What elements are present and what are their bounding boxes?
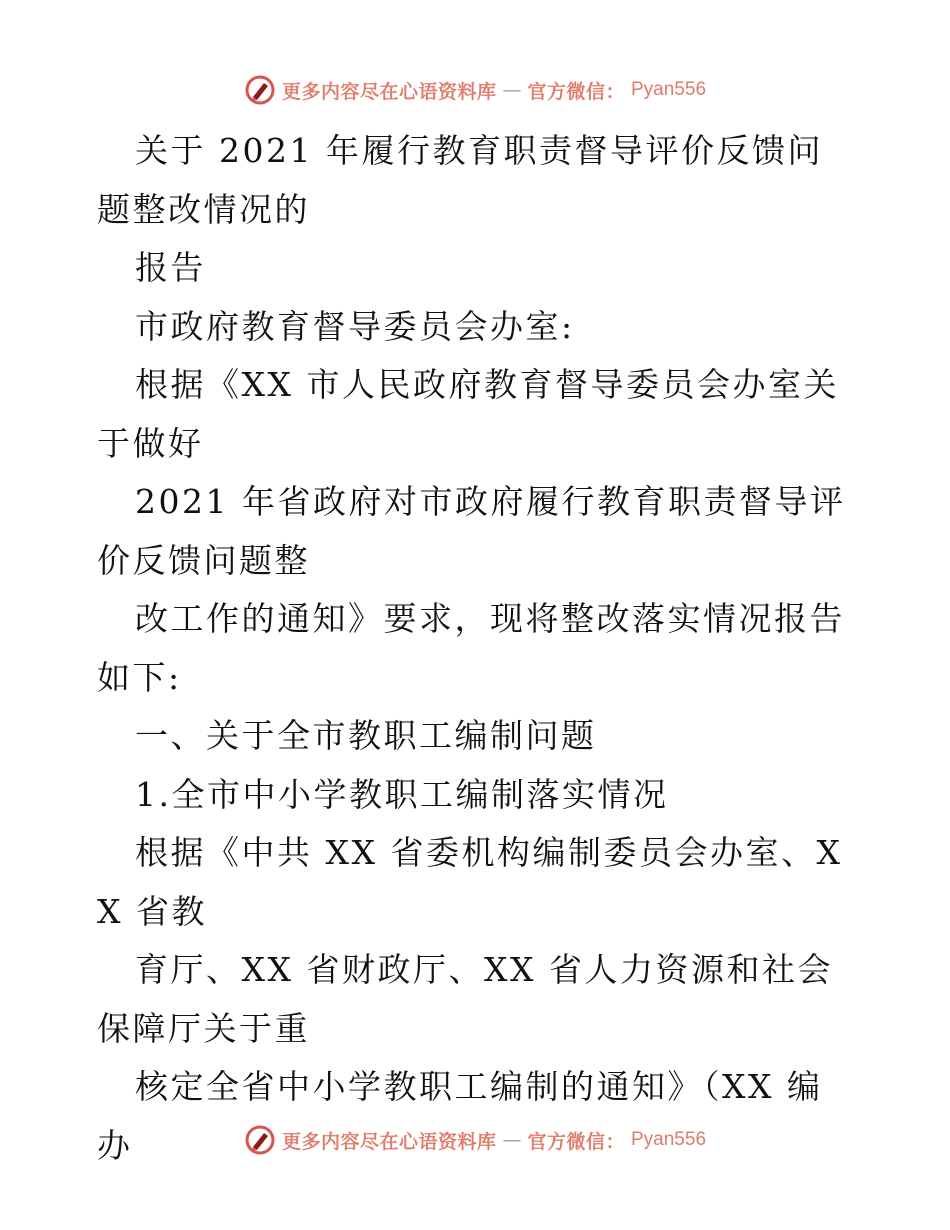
doc-paragraph: 根据《中共 XX 省委机构编制委员会办室、XX 省教 [97, 833, 843, 931]
document-body [97, 122, 855, 1175]
watermark-label: 官方微信： [527, 1130, 625, 1153]
watermark-separator: — [502, 79, 522, 101]
watermark-separator: — [502, 1129, 522, 1151]
watermark-label: 官方微信： [527, 80, 625, 103]
watermark-id: Pyan556 [631, 79, 707, 100]
doc-paragraph: 核定全省中小学教职工编制的通知》（XX 编 办 [97, 1067, 823, 1165]
doc-paragraph: 改工作的通知》要求，现将整改落实情况报告如下: [97, 599, 845, 697]
footer-watermark [0, 1120, 950, 1160]
doc-paragraph: 报告 [135, 248, 206, 287]
watermark-text: 更多内容尽在心语资料库 [281, 1130, 497, 1153]
header-watermark [0, 70, 950, 110]
doc-paragraph: 市政府教育督导委员会办室: [135, 306, 575, 346]
watermark-text: 更多内容尽在心语资料库 [281, 80, 497, 103]
doc-paragraph: 2021 年省政府对市政府履行教育职责督导评价反馈问题整 [97, 482, 846, 580]
watermark-id: Pyan556 [631, 1129, 707, 1150]
pen-logo-icon [244, 74, 276, 106]
pen-logo-icon [244, 1124, 276, 1156]
doc-paragraph: 1.全市中小学教职工编制落实情况 [135, 774, 669, 814]
doc-paragraph: 关于 2021 年履行教育职责督导评价反馈问题整改情况的 [97, 131, 823, 229]
doc-paragraph: 一、关于全市教职工编制问题 [135, 716, 597, 755]
doc-paragraph: 根据《XX 市人民政府教育督导委员会办室关于做好 [97, 365, 839, 463]
doc-paragraph: 育厅、XX 省财政厅、XX 省人力资源和社会保障厅关于重 [97, 950, 833, 1048]
